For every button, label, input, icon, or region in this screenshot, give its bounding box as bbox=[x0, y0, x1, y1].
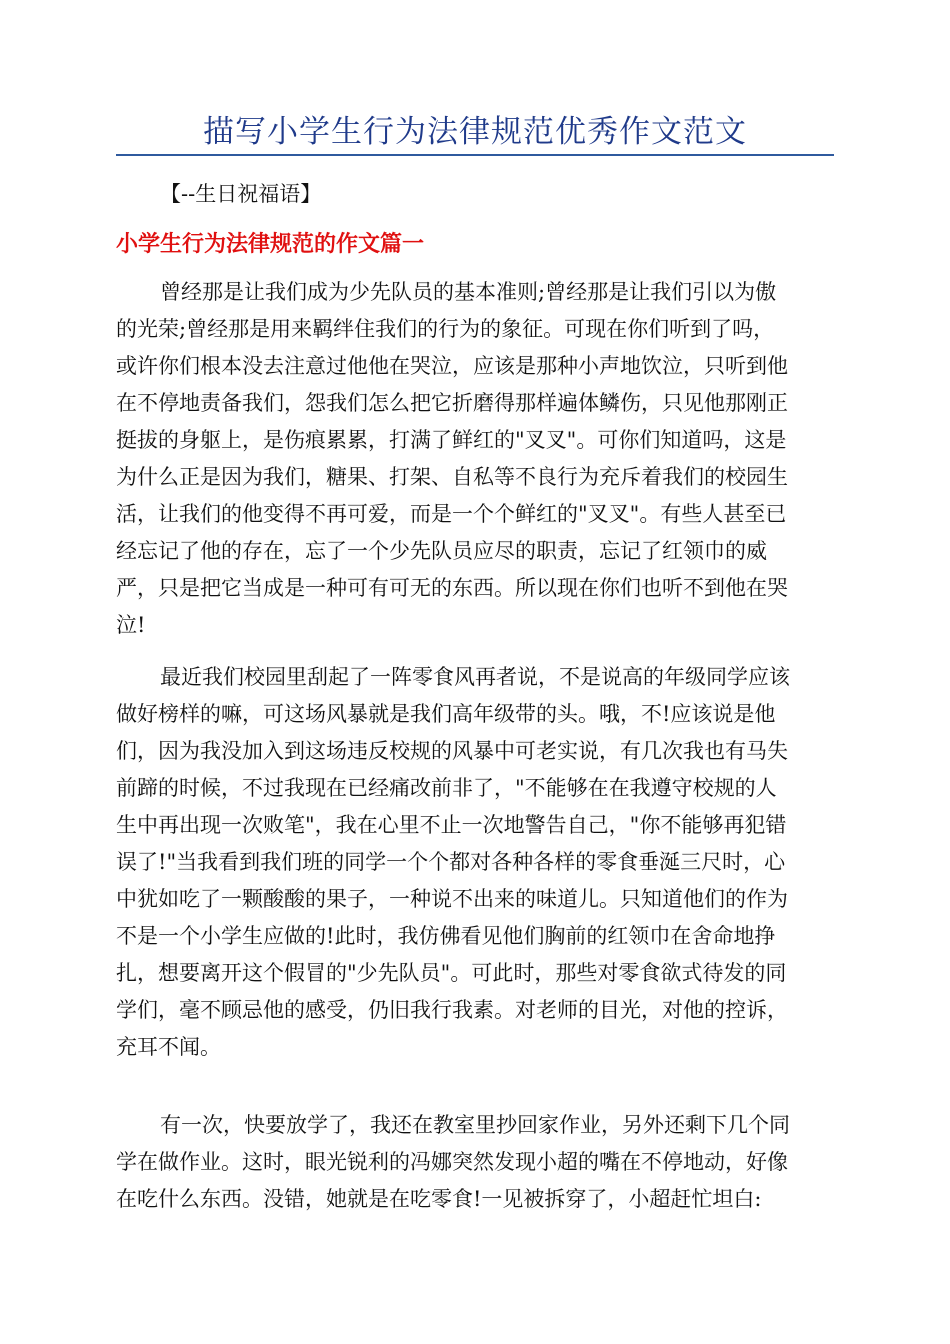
paragraph-line: 为什么正是因为我们，糖果、打架、自私等不良行为充斥着我们的校园生 bbox=[116, 465, 788, 489]
paragraph-line: 活，让我们的他变得不再可爱，而是一个个鲜红的"叉叉"。有些人甚至已 bbox=[116, 502, 787, 526]
paragraph-line: 不是一个小学生应做的!此时，我仿佛看见他们胸前的红领巾在舍命地挣 bbox=[116, 924, 776, 948]
paragraph-line: 严，只是把它当成是一种可有可无的东西。所以现在你们也听不到他在哭 bbox=[116, 576, 788, 600]
paragraph-line: 泣! bbox=[116, 613, 146, 637]
paragraph-line: 或许你们根本没去注意过他他在哭泣，应该是那种小声地饮泣，只听到他 bbox=[116, 354, 788, 378]
paragraph-line: 充耳不闻。 bbox=[116, 1035, 221, 1059]
paragraph-line: 生中再出现一次败笔"，我在心里不止一次地警告自己，"你不能够再犯错 bbox=[116, 813, 787, 837]
paragraph-line: 中犹如吃了一颗酸酸的果子，一种说不出来的味道儿。只知道他们的作为 bbox=[116, 887, 788, 911]
paragraph-1 bbox=[116, 274, 834, 644]
paragraph-line: 挺拔的身躯上，是伤痕累累，打满了鲜红的"叉叉"。可你们知道吗，这是 bbox=[116, 428, 787, 452]
paragraph-line: 做好榜样的嘛，可这场风暴就是我们高年级带的头。哦，不!应该说是他 bbox=[116, 702, 776, 726]
paragraph-line: 经忘记了他的存在，忘了一个少先队员应尽的职责，忘记了红领巾的威 bbox=[116, 539, 767, 563]
source-tag: 【--生日祝福语】 bbox=[160, 182, 322, 206]
paragraph-2 bbox=[116, 659, 834, 1066]
paragraph-line: 学们，毫不顾忌他的感受，仍旧我行我素。对老师的目光，对他的控诉， bbox=[116, 998, 788, 1022]
title-underline bbox=[116, 154, 834, 156]
paragraph-3 bbox=[116, 1107, 834, 1218]
paragraph-line: 们，因为我没加入到这场违反校规的风暴中可老实说，有几次我也有马失 bbox=[116, 739, 788, 763]
paragraph-line: 学在做作业。这时，眼光锐利的冯娜突然发现小超的嘴在不停地动，好像 bbox=[116, 1150, 788, 1174]
document-title: 描写小学生行为法律规范优秀作文范文 bbox=[203, 114, 747, 150]
paragraph-line: 最近我们校园里刮起了一阵零食风再者说，不是说高的年级同学应该 bbox=[160, 665, 790, 689]
paragraph-line: 有一次，快要放学了，我还在教室里抄回家作业，另外还剩下几个同 bbox=[160, 1113, 790, 1137]
paragraph-line: 在吃什么东西。没错，她就是在吃零食!一见被拆穿了，小超赶忙坦白: bbox=[116, 1187, 762, 1211]
paragraph-line: 在不停地责备我们，怨我们怎么把它折磨得那样遍体鳞伤，只见他那刚正 bbox=[116, 391, 788, 415]
paragraph-line: 的光荣;曾经那是用来羁绊住我们的行为的象征。可现在你们听到了吗， bbox=[116, 317, 775, 341]
paragraph-line: 误了!"当我看到我们班的同学一个个都对各种各样的零食垂涎三尺时，心 bbox=[116, 850, 786, 874]
paragraph-line: 曾经那是让我们成为少先队员的基本准则;曾经那是让我们引以为傲 bbox=[160, 280, 777, 304]
paragraph-line: 扎，想要离开这个假冒的"少先队员"。可此时，那些对零食欲式待发的同 bbox=[116, 961, 787, 985]
section-heading: 小学生行为法律规范的作文篇一 bbox=[116, 232, 425, 257]
paragraph-line: 前蹄的时候，不过我现在已经痛改前非了，"不能够在在我遵守校规的人 bbox=[116, 776, 777, 800]
